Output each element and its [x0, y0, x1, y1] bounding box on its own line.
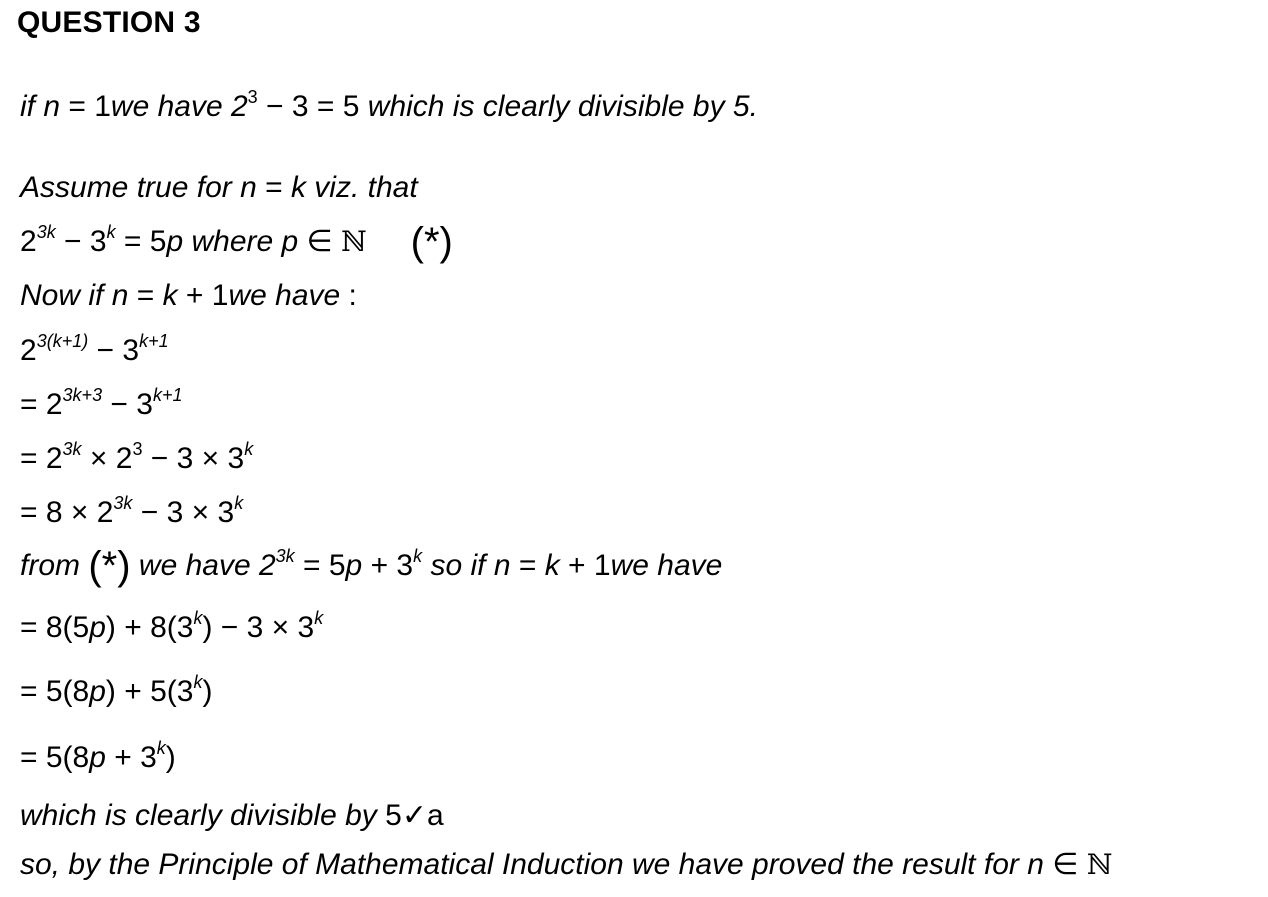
- inductive-step-line: Now if n = k + 1we have :: [20, 279, 357, 312]
- substitution-line: from (*) we have $2^{3k} = 5p + 3^k$ so if n = k + 1we have: [20, 544, 723, 588]
- hypothesis-equation: $2^{3k} - 3^k = 5p$ where p ∈ ℕ (*): [20, 220, 453, 264]
- expression-line-2: = $2^{3k+3} - 3^{k+1}$: [20, 384, 183, 421]
- star-label: (*): [410, 220, 453, 264]
- check-mark-icon: ✓: [401, 799, 427, 832]
- expression-line-3: = $2^{3k} \times 2^3 - 3 \times 3^k$: [20, 438, 254, 475]
- expression-line-1: $2^{3(k+1)} - 3^{k+1}$: [20, 330, 169, 367]
- induction-conclusion: so, by the Principle of Mathematical Induction we have proved the result for n ∈ ℕ: [20, 848, 1113, 881]
- divisibility-conclusion: which is clearly divisible by 5✓a: [20, 799, 444, 832]
- expression-line-4: = $8 \times 2^{3k} - 3 \times 3^k$: [20, 492, 244, 529]
- expression-line-7: = $5(8p + 3^k)$: [20, 737, 176, 774]
- expression-line-5: = $8(5p) + 8(3^k) - 3 \times 3^k$: [20, 607, 324, 644]
- assumption-line: Assume true for n = k viz. that: [20, 171, 418, 204]
- base-case-line: if n = 1we have $2^3 - 3 = 5$ which is clearly divisible by 5.: [20, 86, 758, 123]
- question-heading: QUESTION 3: [17, 6, 201, 39]
- expression-line-6: = $5(8p) + 5(3^k)$: [20, 671, 213, 708]
